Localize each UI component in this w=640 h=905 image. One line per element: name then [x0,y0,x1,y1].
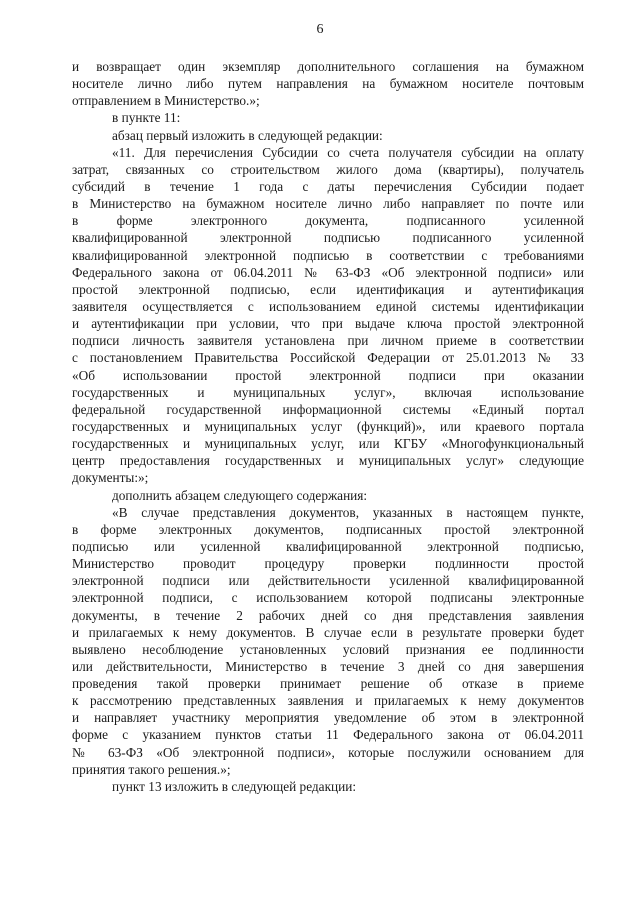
text-line: с постановлением Правительства Российской Федерации от 25.01.2013 № 33 [72,350,584,366]
text-line: субсидий в течение 1 года с даты перечисления Субсидии подает [72,178,584,194]
text-line: «11. Для перечисления Субсидии со счета получателя субсидии на оплату [112,144,584,160]
text-line: или действительности, Министерство в течение 3 дней со дня завершения [72,658,584,674]
text-line: подписи личность заявителя установлена при личном приеме в соответствии [72,333,584,349]
text-line: документы:»; [72,470,149,486]
text-line: документы, в течение 2 рабочих дней со дня представления заявления [72,607,584,623]
text-line: подписью или усиленной квалифицированной электронной подписью, [72,538,584,554]
text-line: дополнить абзацем следующего содержания: [112,487,368,503]
text-line: в Министерство на бумажном носителе лично либо направляет по почте или [72,196,584,212]
text-line: и возвращает один экземпляр дополнительного соглашения на бумажном [72,59,584,74]
text-line: «В случае представления документов, указанных в настоящем пункте, [112,504,584,520]
text-line: и аутентификации при условии, что при выдаче ключа простой электронной [72,316,584,332]
text-line: в форме электронных документов, подписанных простой электронной [72,521,584,537]
text-line: квалифицированной электронной подписью в соответствии с требованиями [72,247,584,263]
text-line: государственных и муниципальных услуг, или КГБУ «Многофункциональный [72,436,584,452]
text-line: форме с указанием пунктов статьи 11 Федерального закона от 06.04.2011 [72,727,584,743]
text-line: абзац первый изложить в следующей редакции: [112,127,383,143]
text-line: № 63-ФЗ «Об электронной подписи», которые послужили основанием для [72,744,584,760]
document-body [72,58,584,795]
text-line: центр предоставления государственных и муниципальных услуг» следующие [72,453,584,469]
text-line: государственных и муниципальных услуг», включая использование [72,384,584,400]
text-line: «Об использовании простой электронной подписи при оказании [72,367,584,383]
text-line: в пункте 11: [112,110,181,126]
text-line: пункт 13 изложить в следующей редакции: [112,778,357,794]
text-line: и прилагаемых к нему документов. В случае если в результате проверки будет [72,624,584,640]
text-line: простой электронной подписью, если идентификация и аутентификация [72,281,584,297]
text-line: и направляет участнику мероприятия уведомление об этом в электронной [72,710,584,726]
text-line: государственных и муниципальных услуг (функций)», или краевого портала [72,418,584,434]
text-line: электронной подписи или действительности усиленной квалифицированной [72,573,584,589]
text-line: Федерального закона от 06.04.2011 № 63-ФЗ «Об электронной подписи» или [72,264,584,280]
text-line: квалифицированной электронной подписью подписанного усиленной [72,230,584,246]
text-line: носителе лично либо путем направления на бумажном носителе почтовым [72,76,584,92]
text-line: Министерство проводит процедуру проверки подлинности простой [72,556,584,572]
text-line: федеральной государственной информационной системы «Единый портал [72,401,584,417]
text-line: отправлением в Министерство.»; [72,93,260,109]
text-line: принятия такого решения.»; [72,761,231,777]
text-line: заявителя осуществляется с использованием единой системы идентификации [72,298,584,314]
page-number: 6 [316,22,324,37]
text-line: выявлено несоблюдение установленных условий признания ее подлинности [72,641,584,657]
text-line: в форме электронного документа, подписанного усиленной [72,213,584,229]
text-line: электронной подписи, с использованием которой подписаны электронные [72,590,584,606]
text-line: к рассмотрению представленных заявления и прилагаемых к нему документов [72,693,584,709]
text-line: проведения такой проверки принимает решение об отказе в приеме [72,676,584,692]
text-line: затрат, связанных со строительством жилого дома (квартиры), получатель [72,161,584,177]
